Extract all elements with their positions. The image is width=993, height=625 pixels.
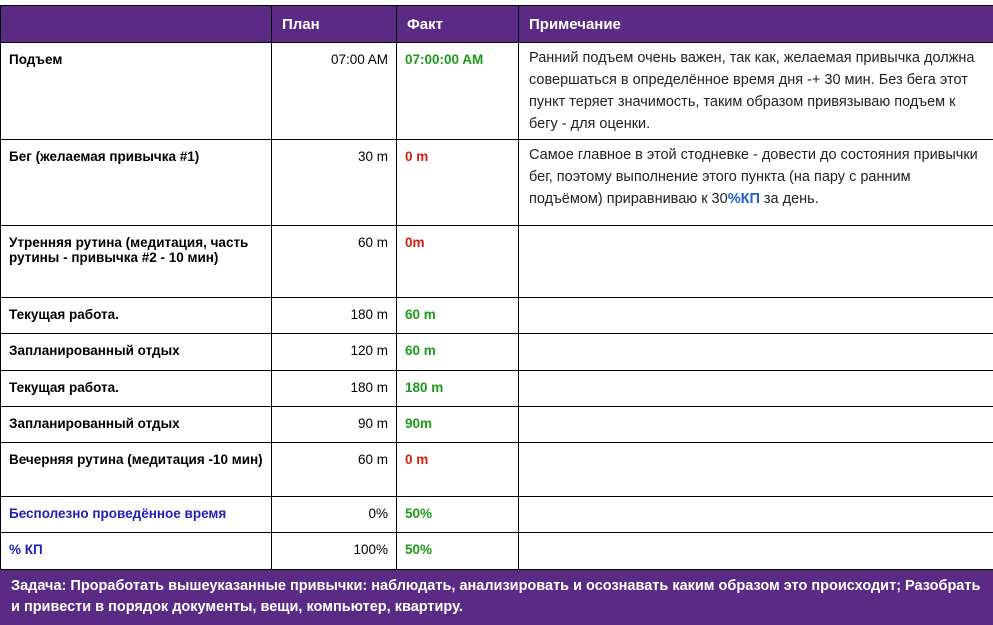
header-row — [1, 6, 993, 43]
table-row — [1, 334, 993, 371]
task-cell: Вечерняя рутина (медитация -10 мин) — [1, 443, 272, 497]
table-row — [1, 497, 993, 533]
header-plan-cell: План — [272, 6, 397, 43]
note-cell — [519, 407, 993, 443]
table-row — [1, 140, 993, 226]
fact-cell: 0 m — [397, 140, 519, 226]
task-cell: Текущая работа. — [1, 371, 272, 407]
header-task-cell — [1, 6, 272, 43]
table-row — [1, 298, 993, 334]
note-cell: Ранний подъем очень важен, так как, желаемая привычка должна совершаться в определённое время дня -+ 30 мин. Без бега этот пункт теряет значимость, таким образом привязываю подъем к бегу - для оценки. — [519, 43, 993, 140]
fact-cell: 0m — [397, 226, 519, 298]
table-row — [1, 371, 993, 407]
table-row — [1, 443, 993, 497]
task-cell: Бесполезно проведённое время — [1, 497, 272, 533]
task-cell: Запланированный отдых — [1, 334, 272, 371]
note-cell — [519, 226, 993, 298]
note-cell — [519, 140, 993, 226]
note-cell — [519, 298, 993, 334]
note-cell — [519, 443, 993, 497]
header-note-cell: Примечание — [519, 6, 993, 43]
footer-row — [1, 570, 993, 625]
task-cell: Утренняя рутина (медитация, часть рутины - привычка #2 - 10 мин) — [1, 226, 272, 298]
plan-cell: 120 m — [272, 334, 397, 371]
fact-cell: 07:00:00 AM — [397, 43, 519, 140]
fact-cell: 60 m — [397, 298, 519, 334]
note-cell — [519, 371, 993, 407]
fact-cell: 50% — [397, 497, 519, 533]
fact-cell: 90m — [397, 407, 519, 443]
table-row — [1, 407, 993, 443]
note-cell — [519, 533, 993, 570]
task-cell: Запланированный отдых — [1, 407, 272, 443]
task-cell: Подъем — [1, 43, 272, 140]
note-text-end: за день. — [760, 191, 819, 207]
plan-cell: 0% — [272, 497, 397, 533]
task-cell: % КП — [1, 533, 272, 570]
plan-cell: 180 m — [272, 371, 397, 407]
note-cell — [519, 497, 993, 533]
fact-cell: 180 m — [397, 371, 519, 407]
task-cell: Текущая работа. — [1, 298, 272, 334]
plan-cell: 180 m — [272, 298, 397, 334]
schedule-table — [0, 5, 993, 625]
plan-cell: 60 m — [272, 443, 397, 497]
plan-cell: 30 m — [272, 140, 397, 226]
fact-cell: 60 m — [397, 334, 519, 371]
fact-cell: 50% — [397, 533, 519, 570]
fact-cell: 0 m — [397, 443, 519, 497]
plan-cell: 07:00 AM — [272, 43, 397, 140]
plan-cell: 90 m — [272, 407, 397, 443]
header-fact-cell: Факт — [397, 6, 519, 43]
task-summary: Задача: Проработать вышеуказанные привычки: наблюдать, анализировать и осознавать каким образом это происходит; Разобрать и привести в порядок документы, вещи, компьютер, квартиру. — [1, 570, 993, 625]
note-cell — [519, 334, 993, 371]
note-text: Самое главное в этой стодневке - довести до состояния привычки бег, поэтому выполнение этого пункта (на пару с ранним подъёмом) приравниваю к 30 — [529, 147, 978, 207]
kp-highlight: %КП — [728, 191, 760, 207]
plan-cell: 100% — [272, 533, 397, 570]
table-row — [1, 43, 993, 140]
table-row — [1, 533, 993, 570]
task-cell: Бег (желаемая привычка #1) — [1, 140, 272, 226]
table-row — [1, 226, 993, 298]
plan-cell: 60 m — [272, 226, 397, 298]
